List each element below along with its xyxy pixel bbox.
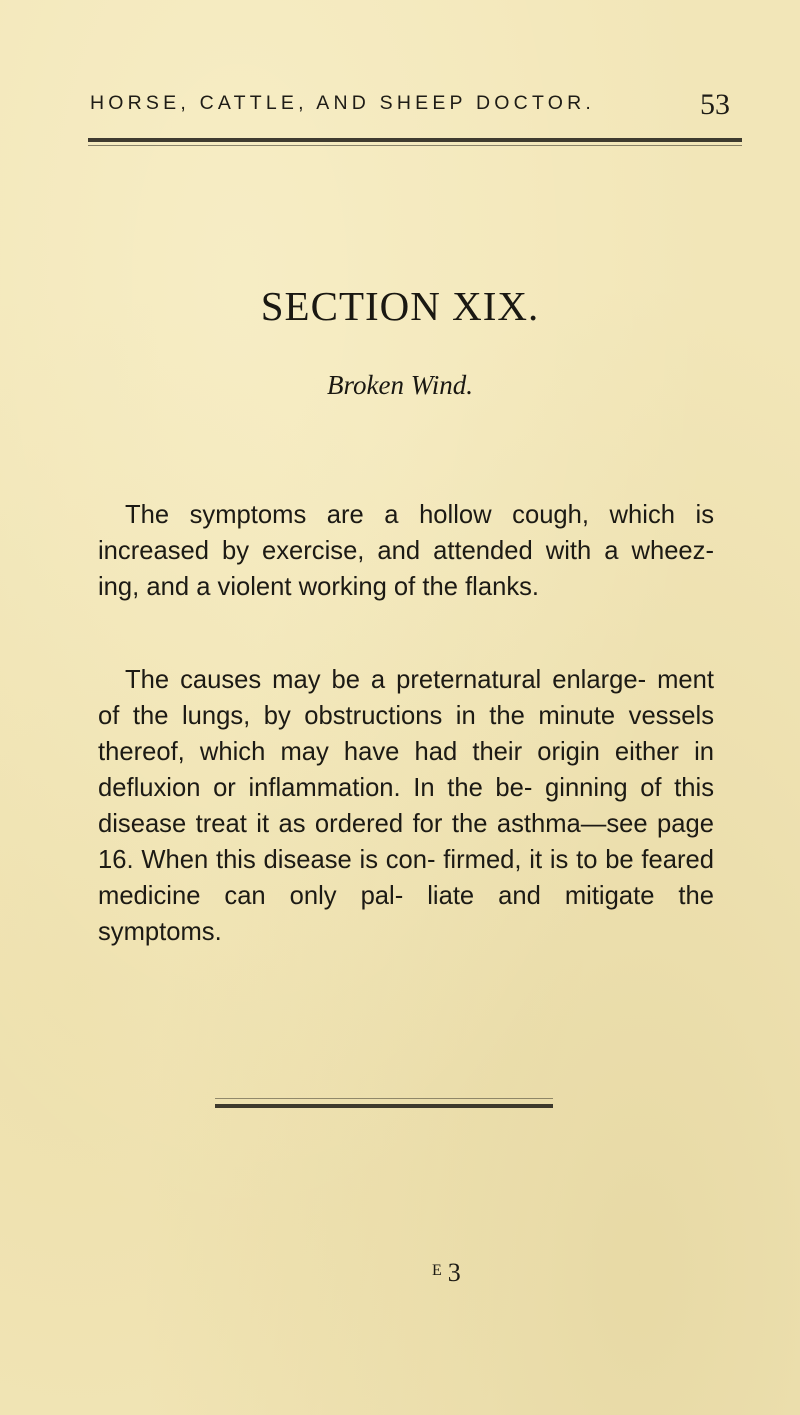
footer-rule-thin xyxy=(215,1098,553,1099)
paragraph-symptoms: The symptoms are a hollow cough, which is increased by exercise, and attended with a wheez- ing, and a violent working of the flanks. xyxy=(98,501,714,601)
signature-number: 3 xyxy=(447,1258,461,1287)
header-rule xyxy=(88,138,742,142)
running-head xyxy=(90,88,730,128)
footer-rule xyxy=(215,1104,553,1108)
section-subheading: Broken Wind. xyxy=(327,370,473,400)
paragraph-causes: The causes may be a preternatural enlarge- ment of the lungs, by obstructions in the minute vessels thereof, which may have had their origin either in defluxion or inflammation. In the be- ginning of this disease treat it as ordered for the asthma—see page 16. When this disease is con- firmed, it is to be feared medicine can only pal- liate and mitigate the symptoms. xyxy=(98,666,714,946)
signature-letter: E xyxy=(432,1262,442,1279)
running-title: HORSE, CATTLE, AND SHEEP DOCTOR. xyxy=(90,92,595,114)
page-number: 53 xyxy=(700,88,730,121)
signature-mark xyxy=(432,1258,461,1288)
section-heading: SECTION XIX. xyxy=(260,283,540,329)
header-rule-thin xyxy=(88,145,742,146)
